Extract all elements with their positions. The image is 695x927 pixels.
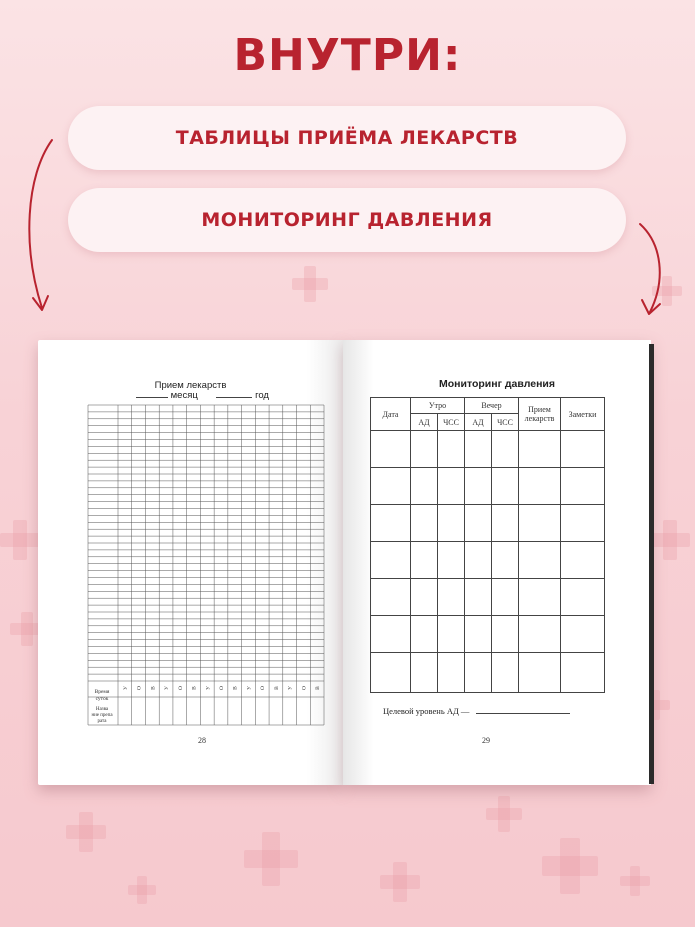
time-of-day-mark: О	[177, 686, 184, 690]
time-of-day-mark: У	[205, 686, 212, 690]
feature-pill-medications	[68, 106, 626, 170]
table-row	[371, 653, 605, 693]
open-booklet	[38, 340, 658, 788]
decorative-cross	[128, 876, 156, 904]
decorative-cross	[0, 520, 40, 560]
col-evening-bp: АД	[465, 414, 492, 431]
feature-pill-label: МОНИТОРИНГ ДАВЛЕНИЯ	[201, 209, 493, 231]
curved-arrow-left-icon	[18, 136, 62, 318]
decorative-cross	[380, 862, 420, 902]
curved-arrow-right-icon	[632, 220, 672, 320]
table-row	[371, 542, 605, 579]
time-of-day-mark: У	[122, 686, 129, 690]
medication-grid	[86, 403, 326, 729]
time-of-day-mark: В	[232, 686, 239, 690]
row-label-time-2: суток	[95, 696, 109, 702]
time-of-day-mark: О	[219, 686, 225, 690]
col-evening-hr: ЧСС	[492, 414, 519, 431]
table-row	[371, 505, 605, 542]
time-of-day-mark: У	[164, 686, 171, 690]
target-bp-label: Целевой уровень АД —	[383, 706, 470, 716]
time-of-day-mark: У	[246, 686, 253, 690]
row-label-time: Время	[94, 689, 110, 695]
col-date: Дата	[371, 398, 411, 431]
time-of-day-mark: В	[150, 686, 157, 690]
col-morning-hr: ЧСС	[438, 414, 465, 431]
page-number-left: 28	[198, 736, 206, 745]
medications-title: Прием лекарств	[154, 380, 227, 391]
row-label-name: Назва	[95, 707, 109, 712]
col-evening: Вечер	[465, 398, 519, 414]
time-of-day-mark: В	[273, 686, 280, 690]
table-row	[371, 431, 605, 468]
booklet-edge	[649, 344, 654, 784]
month-year-line	[136, 390, 336, 401]
target-bp-line	[383, 706, 570, 716]
col-meds: Прием лекарств	[519, 398, 561, 431]
month-label: месяц	[170, 390, 198, 401]
decorative-cross	[244, 832, 298, 886]
time-of-day-mark: В	[315, 686, 322, 690]
time-of-day-mark: О	[260, 686, 267, 690]
decorative-cross	[542, 838, 598, 894]
row-label-name-2: ние препа	[91, 713, 113, 718]
table-row	[371, 468, 605, 505]
decorative-cross	[66, 812, 106, 852]
decorative-cross	[620, 866, 650, 896]
table-row	[371, 616, 605, 653]
decorative-cross	[292, 266, 328, 302]
decorative-cross	[486, 796, 522, 832]
col-notes: Заметки	[561, 398, 605, 431]
pressure-monitoring-title: Мониторинг давления	[439, 378, 555, 390]
year-label: год	[255, 390, 269, 401]
time-of-day-mark: У	[287, 686, 294, 690]
table-row	[371, 579, 605, 616]
time-of-day-mark: В	[191, 686, 198, 690]
pressure-table	[370, 397, 605, 693]
feature-pill-label: ТАБЛИЦЫ ПРИЁМА ЛЕКАРСТВ	[175, 127, 519, 149]
col-morning: Утро	[411, 398, 465, 414]
time-of-day-mark: О	[136, 686, 143, 690]
row-label-name-3: рата	[97, 719, 107, 724]
headline: ВНУТРИ:	[233, 30, 462, 81]
feature-pill-pressure	[68, 188, 626, 252]
time-of-day-mark: О	[301, 686, 308, 690]
col-morning-bp: АД	[411, 414, 438, 431]
page-number-right: 29	[482, 736, 490, 745]
